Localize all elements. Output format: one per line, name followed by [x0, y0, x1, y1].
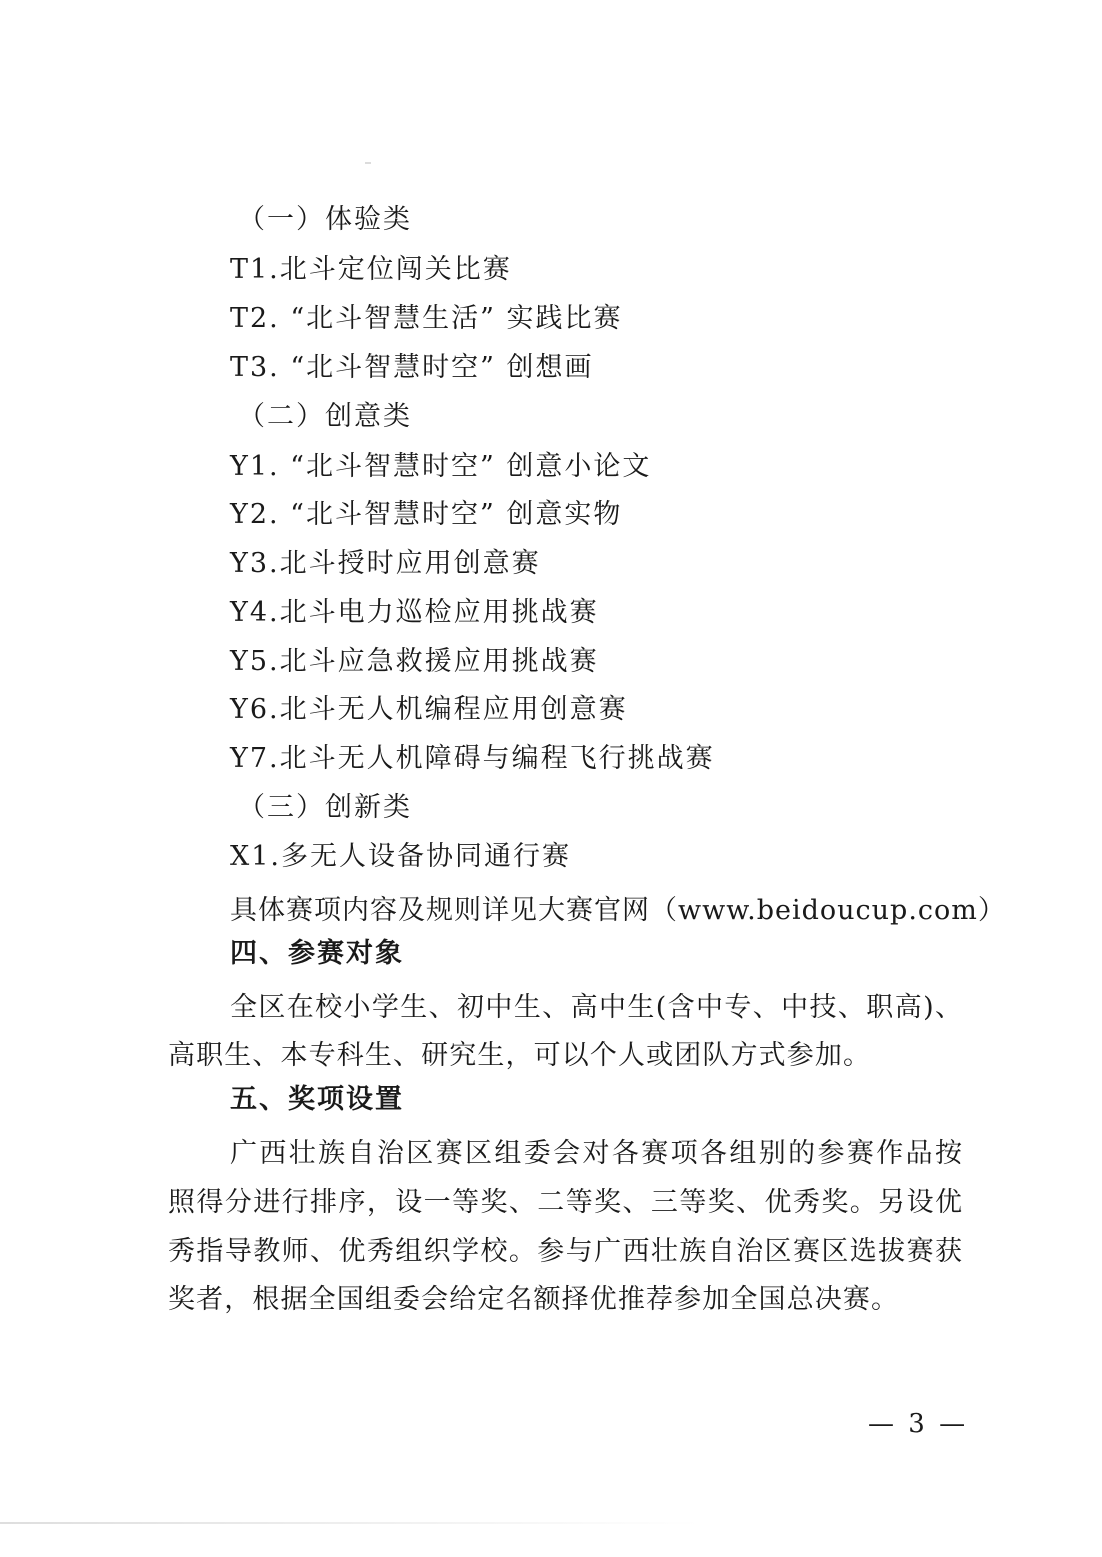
item-y2: Y2. “北斗智慧时空” 创意实物 [230, 499, 623, 530]
item-t3: T3. “北斗智慧时空” 创想画 [230, 352, 594, 383]
participants-line-1: 全区在校小学生、初中生、高中生(含中专、中技、职高)、 [230, 992, 962, 1023]
page-number: — 3 — [868, 1409, 969, 1439]
item-y7: Y7.北斗无人机障碍与编程飞行挑战赛 [230, 743, 715, 774]
item-t1: T1.北斗定位闯关比赛 [230, 254, 512, 285]
item-y4: Y4.北斗电力巡检应用挑战赛 [230, 597, 599, 628]
section-heading-awards: 五、奖项设置 [230, 1084, 404, 1115]
item-y3: Y3.北斗授时应用创意赛 [230, 548, 541, 579]
details-note: 具体赛项内容及规则详见大赛官网（www.beidoucup.com） [230, 895, 1006, 926]
item-y5: Y5.北斗应急救援应用挑战赛 [230, 646, 599, 677]
awards-line-3: 秀指导教师、优秀组织学校。参与广西壮族自治区赛区选拔赛获 [168, 1236, 962, 1267]
item-t2: T2. “北斗智慧生活” 实践比赛 [230, 303, 623, 334]
category-heading-innovation: （三）创新类 [238, 792, 412, 823]
category-heading-creative: （二）创意类 [238, 401, 412, 432]
category-heading-experience: （一）体验类 [238, 204, 412, 235]
section-heading-participants: 四、参赛对象 [230, 938, 404, 969]
awards-line-1: 广西壮族自治区赛区组委会对各赛项各组别的参赛作品按 [230, 1138, 962, 1169]
scan-speck [365, 162, 371, 164]
item-y6: Y6.北斗无人机编程应用创意赛 [230, 694, 628, 725]
item-y1: Y1. “北斗智慧时空” 创意小论文 [230, 451, 652, 482]
participants-line-2: 高职生、本专科生、研究生，可以个人或团队方式参加。 [168, 1040, 870, 1071]
item-x1: X1.多无人设备协同通行赛 [230, 841, 571, 872]
scan-edge-line [0, 1522, 700, 1524]
awards-line-2: 照得分进行排序，设一等奖、二等奖、三等奖、优秀奖。另设优 [168, 1187, 962, 1218]
awards-line-4: 奖者，根据全国组委会给定名额择优推荐参加全国总决赛。 [168, 1284, 898, 1315]
